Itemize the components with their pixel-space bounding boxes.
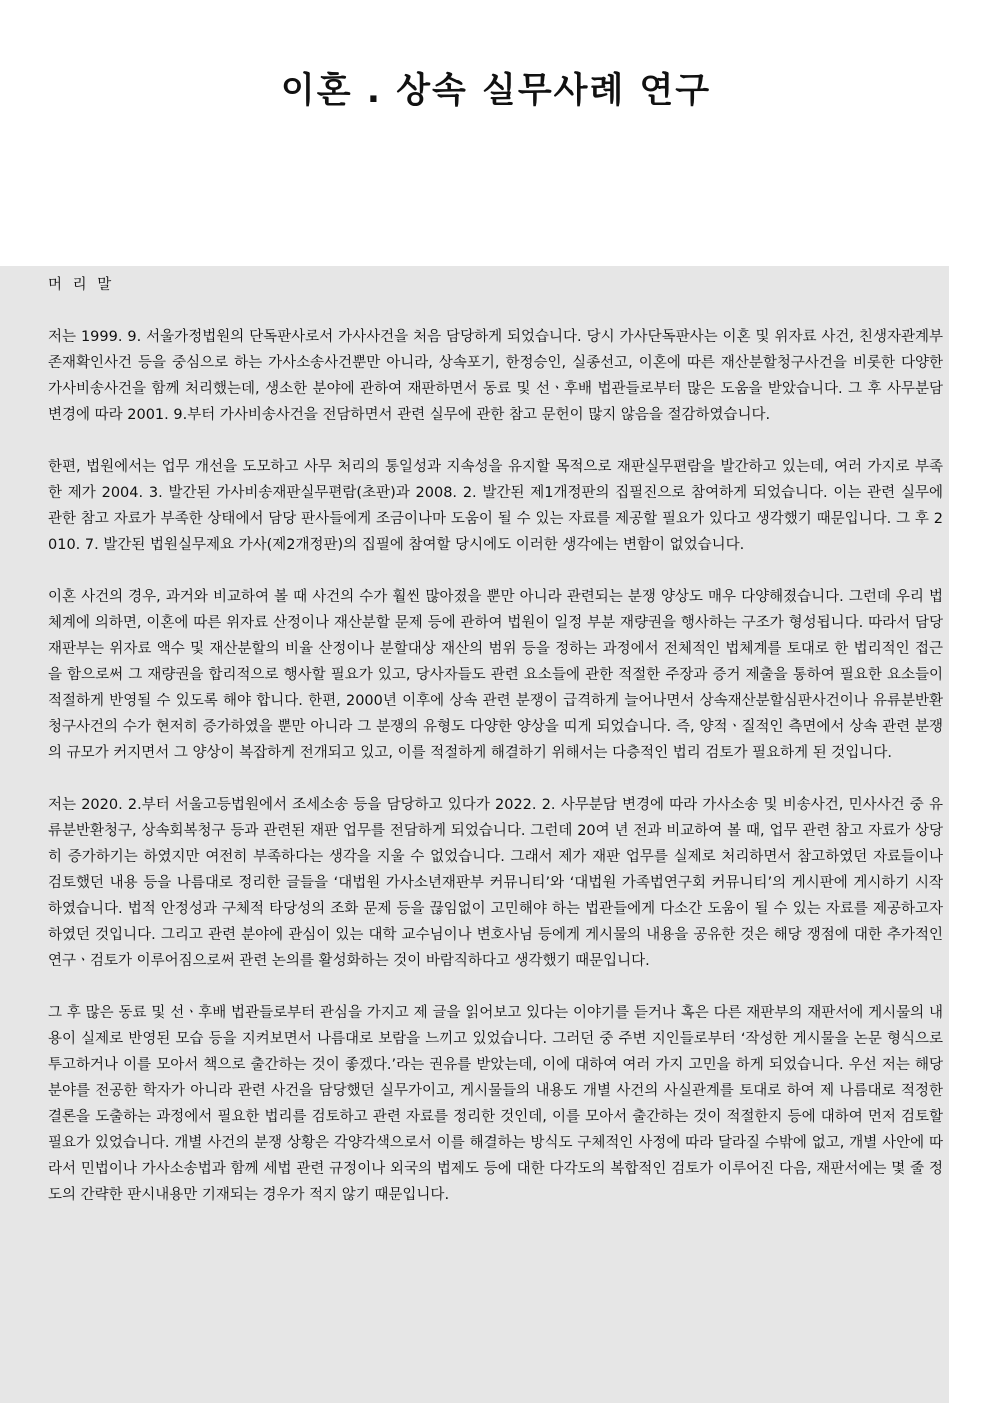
preface-heading: 머 리 말 <box>48 277 115 293</box>
preface-section <box>0 266 949 1403</box>
preface-paragraph-3: 이혼 사건의 경우, 과거와 비교하여 볼 때 사건의 수가 훨씬 많아졌을 뿐만 아니라 관련되는 분쟁 양상도 매우 다양해졌습니다. 그런데 우리 법체계에 의하면, 이혼에 따른 위자료 산정이나 재산분할 문제 등에 관하여 법원이 일정 부분 재량권을 행사하는 구조가 형성됩니다. 따라서 담당재판부는 위자료 액수 및 재산분할의 비율 산정이나 분할대상 재산의 범위 등을 정하는 과정에서 전체적인 법체계를 토대로 한 법리적인 접근을 함으로써 그 재량권을 합리적으로 행사할 필요가 있고, 당사자들도 관련 요소들에 관한 적절한 주장과 증거 제출을 통하여 필요한 요소들이 적절하게 반영될 수 있도록 해야 합니다. 한편, 2000년 이후에 상속 관련 분쟁이 급격하게 늘어나면서 상속재산분할심판사건이나 유류분반환청구사건의 수가 현저히 증가하였을 뿐만 아니라 그 분쟁의 유형도 다양한 양상을 띠게 되었습니다. 즉, 양적ㆍ질적인 측면에서 상속 관련 분쟁의 규모가 커지면서 그 양상이 복잡하게 전개되고 있고, 이를 적절하게 해결하기 위해서는 다층적인 법리 검토가 필요하게 된 것입니다. <box>48 589 943 761</box>
page-title: 이혼 . 상속 실무사례 연구 <box>280 71 712 111</box>
preface-paragraph-1: 저는 1999. 9. 서울가정법원의 단독판사로서 가사사건을 처음 담당하게 되었습니다. 당시 가사단독판사는 이혼 및 위자료 사건, 친생자관계부존재확인사건 등을 중심으로 하는 가사소송사건뿐만 아니라, 상속포기, 한정승인, 실종선고, 이혼에 따른 재산분할청구사건을 비롯한 다양한 가사비송사건을 함께 처리했는데, 생소한 분야에 관하여 재판하면서 동료 및 선ㆍ후배 법관들로부터 많은 도움을 받았습니다. 그 후 사무분담 변경에 따라 2001. 9.부터 가사비송사건을 전담하면서 관련 실무에 관한 참고 문헌이 많지 않음을 절감하였습니다. <box>48 329 943 423</box>
preface-paragraph-5: 그 후 많은 동료 및 선ㆍ후배 법관들로부터 관심을 가지고 제 글을 읽어보고 있다는 이야기를 듣거나 혹은 다른 재판부의 재판서에 게시물의 내용이 실제로 반영된 모습 등을 지켜보면서 나름대로 보람을 느끼고 있었습니다. 그러던 중 주변 지인들로부터 ‘작성한 게시물을 논문 형식으로 투고하거나 이를 모아서 책으로 출간하는 것이 좋겠다.’라는 권유를 받았는데, 이에 대하여 여러 가지 고민을 하게 되었습니다. 우선 저는 해당 분야를 전공한 학자가 아니라 관련 사건을 담당했던 실무가이고, 게시물들의 내용도 개별 사건의 사실관계를 토대로 하여 제 나름대로 적정한 결론을 도출하는 과정에서 필요한 법리를 검토하고 관련 자료를 정리한 것인데, 이를 모아서 출간하는 것이 적절한지 등에 대하여 먼저 검토할 필요가 있었습니다. 개별 사건의 분쟁 상황은 각양각색으로서 이를 해결하는 방식도 구체적인 사정에 따라 달라질 수밖에 없고, 개별 사안에 따라서 민법이나 가사소송법과 함께 세법 관련 규정이나 외국의 법제도 등에 대한 다각도의 복합적인 검토가 이루어진 다음, 재판서에는 몇 줄 정도의 간략한 판시내용만 기재되는 경우가 적지 않기 때문입니다. <box>48 1005 943 1203</box>
preface-paragraph-2: 한편, 법원에서는 업무 개선을 도모하고 사무 처리의 통일성과 지속성을 유지할 목적으로 재판실무편람을 발간하고 있는데, 여러 가지로 부족한 제가 2004. 3. 발간된 가사비송재판실무편람(초판)과 2008. 2. 발간된 제1개정판의 집필진으로 참여하게 되었습니다. 이는 관련 실무에 관한 참고 자료가 부족한 상태에서 담당 판사들에게 조금이나마 도움이 될 수 있는 자료를 제공할 필요가 있다고 생각했기 때문입니다. 그 후 2010. 7. 발간된 법원실무제요 가사(제2개정판)의 집필에 참여할 당시에도 이러한 생각에는 변함이 없었습니다. <box>48 459 943 553</box>
preface-paragraph-4: 저는 2020. 2.부터 서울고등법원에서 조세소송 등을 담당하고 있다가 2022. 2. 사무분담 변경에 따라 가사소송 및 비송사건, 민사사건 중 유류분반환청구, 상속회복청구 등과 관련된 재판 업무를 전담하게 되었습니다. 그런데 20여 년 전과 비교하여 볼 때, 업무 관련 참고 자료가 상당히 증가하기는 하였지만 여전히 부족하다는 생각을 지울 수 없었습니다. 그래서 제가 재판 업무를 실제로 처리하면서 참고하였던 자료들이나 검토했던 내용 등을 나름대로 정리한 글들을 ‘대법원 가사소년재판부 커뮤니티’와 ‘대법원 가족법연구회 커뮤니티’의 게시판에 게시하기 시작하였습니다. 법적 안정성과 구체적 타당성의 조화 문제 등을 끊임없이 고민해야 하는 법관들에게 다소간 도움이 될 수 있는 자료를 제공하고자 하였던 것입니다. 그리고 관련 분야에 관심이 있는 대학 교수님이나 변호사님 등에게 게시물의 내용을 공유한 것은 해당 쟁점에 대한 추가적인 연구ㆍ검토가 이루어짐으로써 관련 논의를 활성화하는 것이 바람직하다고 생각했기 때문입니다. <box>48 797 943 969</box>
